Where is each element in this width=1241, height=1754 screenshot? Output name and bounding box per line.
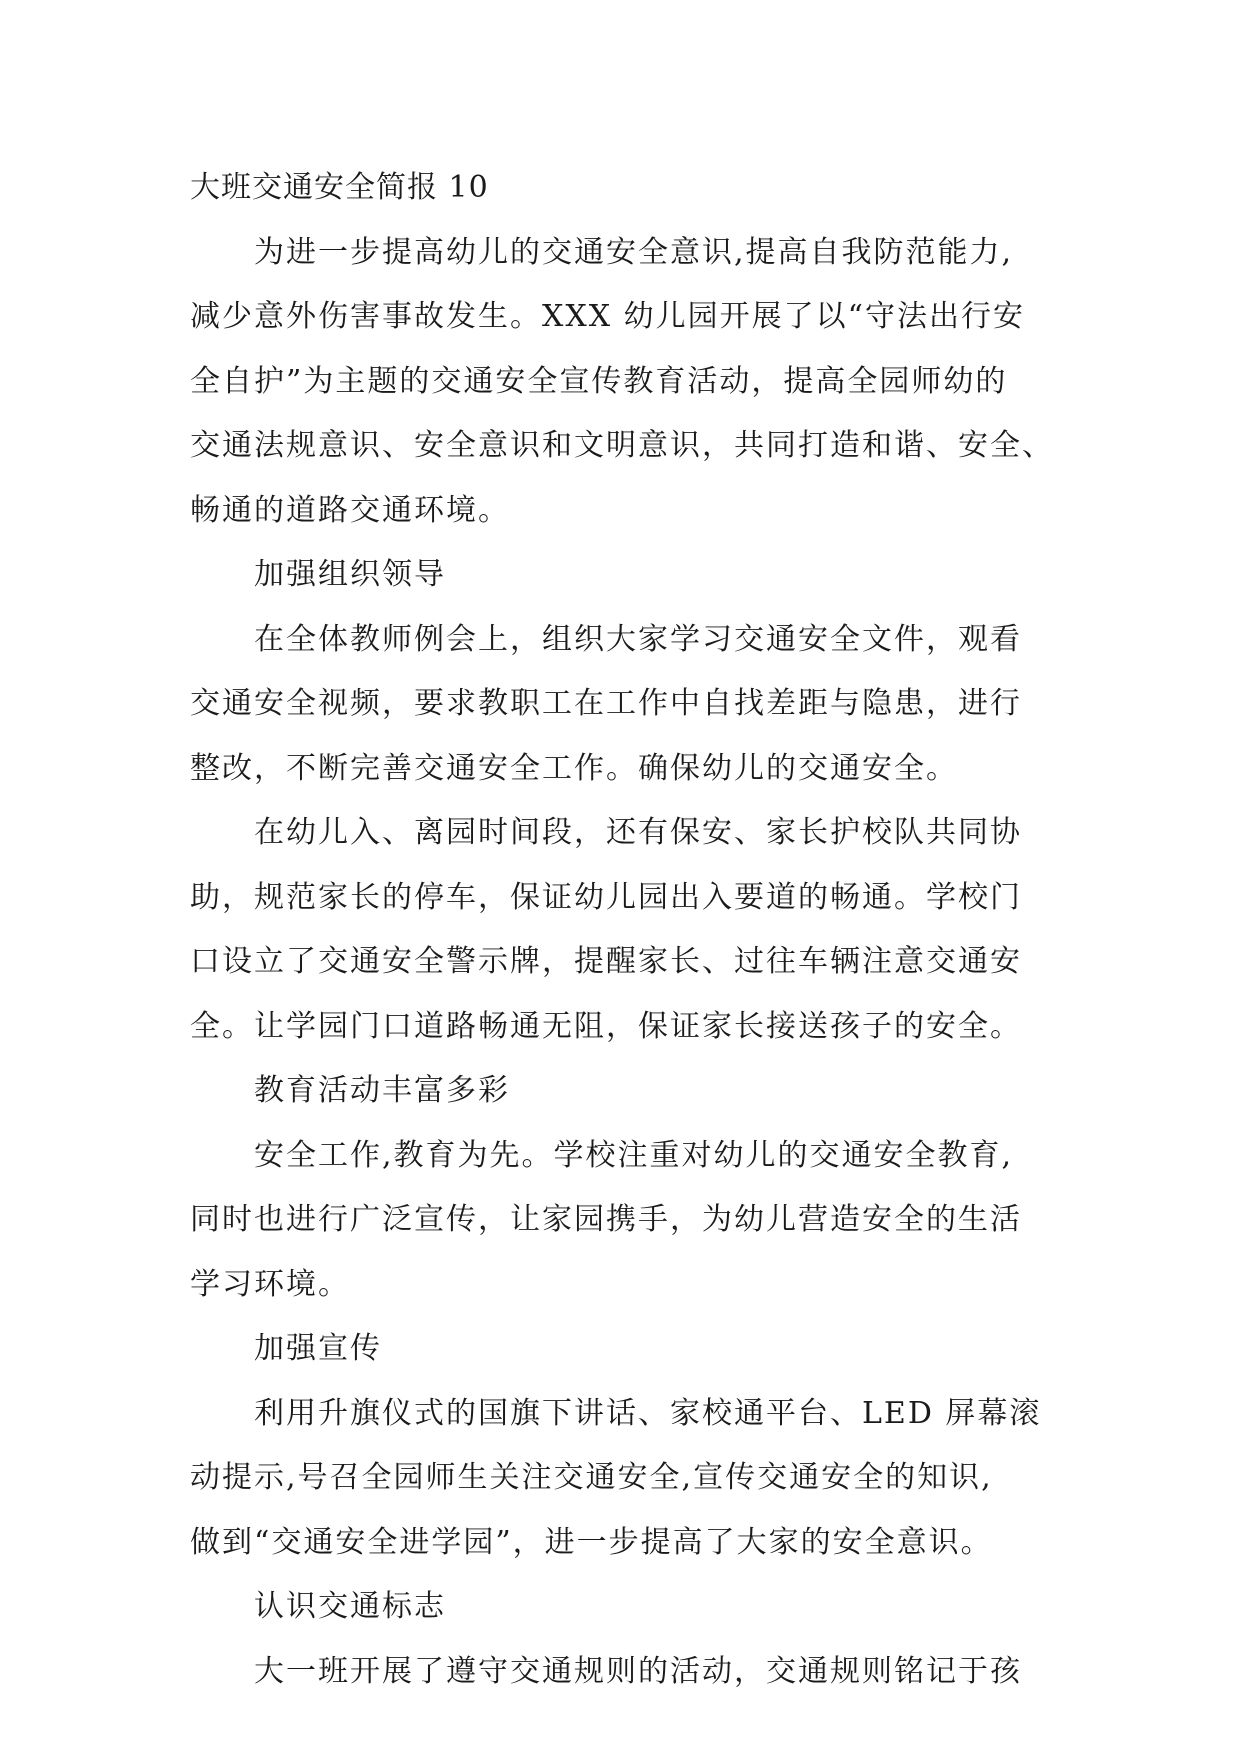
paragraph-publicity xyxy=(190,1382,1050,1576)
document-title: 大班交通安全简报 10 xyxy=(190,170,489,205)
section-heading-activities: 教育活动丰富多彩 xyxy=(254,1073,510,1108)
paragraph-line: 学习环境。 xyxy=(190,1266,350,1302)
paragraph-line: 在全体教师例会上，组织大家学习交通安全文件，观看 xyxy=(254,621,1022,657)
paragraph-line: 大一班开展了遵守交通规则的活动，交通规则铭记于孩 xyxy=(254,1653,1022,1689)
paragraph-line: 做到“交通安全进学园”，进一步提高了大家的安全意识。 xyxy=(190,1524,993,1560)
paragraph-line: 同时也进行广泛宣传，让家园携手，为幼儿营造安全的生活 xyxy=(190,1202,1022,1237)
paragraph-line: 减少意外伤害事故发生。XXX 幼儿园开展了以“守法出行安 xyxy=(190,299,1025,334)
paragraph-line: 在幼儿入、离园时间段，还有保安、家长护校队共同协 xyxy=(254,815,1022,850)
section-heading-traffic-signs: 认识交通标志 xyxy=(254,1589,446,1624)
paragraph-line: 安全工作,教育为先。学校注重对幼儿的交通安全教育, xyxy=(254,1137,1014,1173)
paragraph-gate-safety xyxy=(190,801,1050,1059)
section-heading-publicity: 加强宣传 xyxy=(254,1331,382,1366)
paragraph-class-activity xyxy=(190,1640,1050,1705)
paragraph-line: 助，规范家长的停车，保证幼儿园出入要道的畅通。学校门 xyxy=(190,879,1022,915)
paragraph-line: 畅通的道路交通环境。 xyxy=(190,492,510,528)
paragraph-line: 利用升旗仪式的国旗下讲话、家校通平台、LED 屏幕滚 xyxy=(254,1395,1042,1431)
paragraph-line: 交通安全视频，要求教职工在工作中自找差距与隐患，进行 xyxy=(190,686,1022,721)
paragraph-line: 口设立了交通安全警示牌，提醒家长、过往车辆注意交通安 xyxy=(190,944,1022,979)
paragraph-meeting xyxy=(190,608,1050,802)
paragraph-line: 为进一步提高幼儿的交通安全意识,提高自我防范能力, xyxy=(254,234,1014,270)
document-body xyxy=(190,156,1054,1704)
section-heading-organization: 加强组织领导 xyxy=(254,557,446,592)
paragraph-line: 交通法规意识、安全意识和文明意识，共同打造和谐、安全、 xyxy=(190,428,1054,463)
paragraph-line: 全。让学园门口道路畅通无阻，保证家长接送孩子的安全。 xyxy=(190,1008,1022,1044)
paragraph-education-first xyxy=(190,1124,1050,1318)
paragraph-intro xyxy=(190,221,1054,544)
paragraph-line: 全自护”为主题的交通安全宣传教育活动，提高全园师幼的 xyxy=(190,363,1008,399)
paragraph-line: 动提示,号召全园师生关注交通安全,宣传交通安全的知识, xyxy=(190,1460,993,1495)
paragraph-line: 整改，不断完善交通安全工作。确保幼儿的交通安全。 xyxy=(190,750,958,786)
